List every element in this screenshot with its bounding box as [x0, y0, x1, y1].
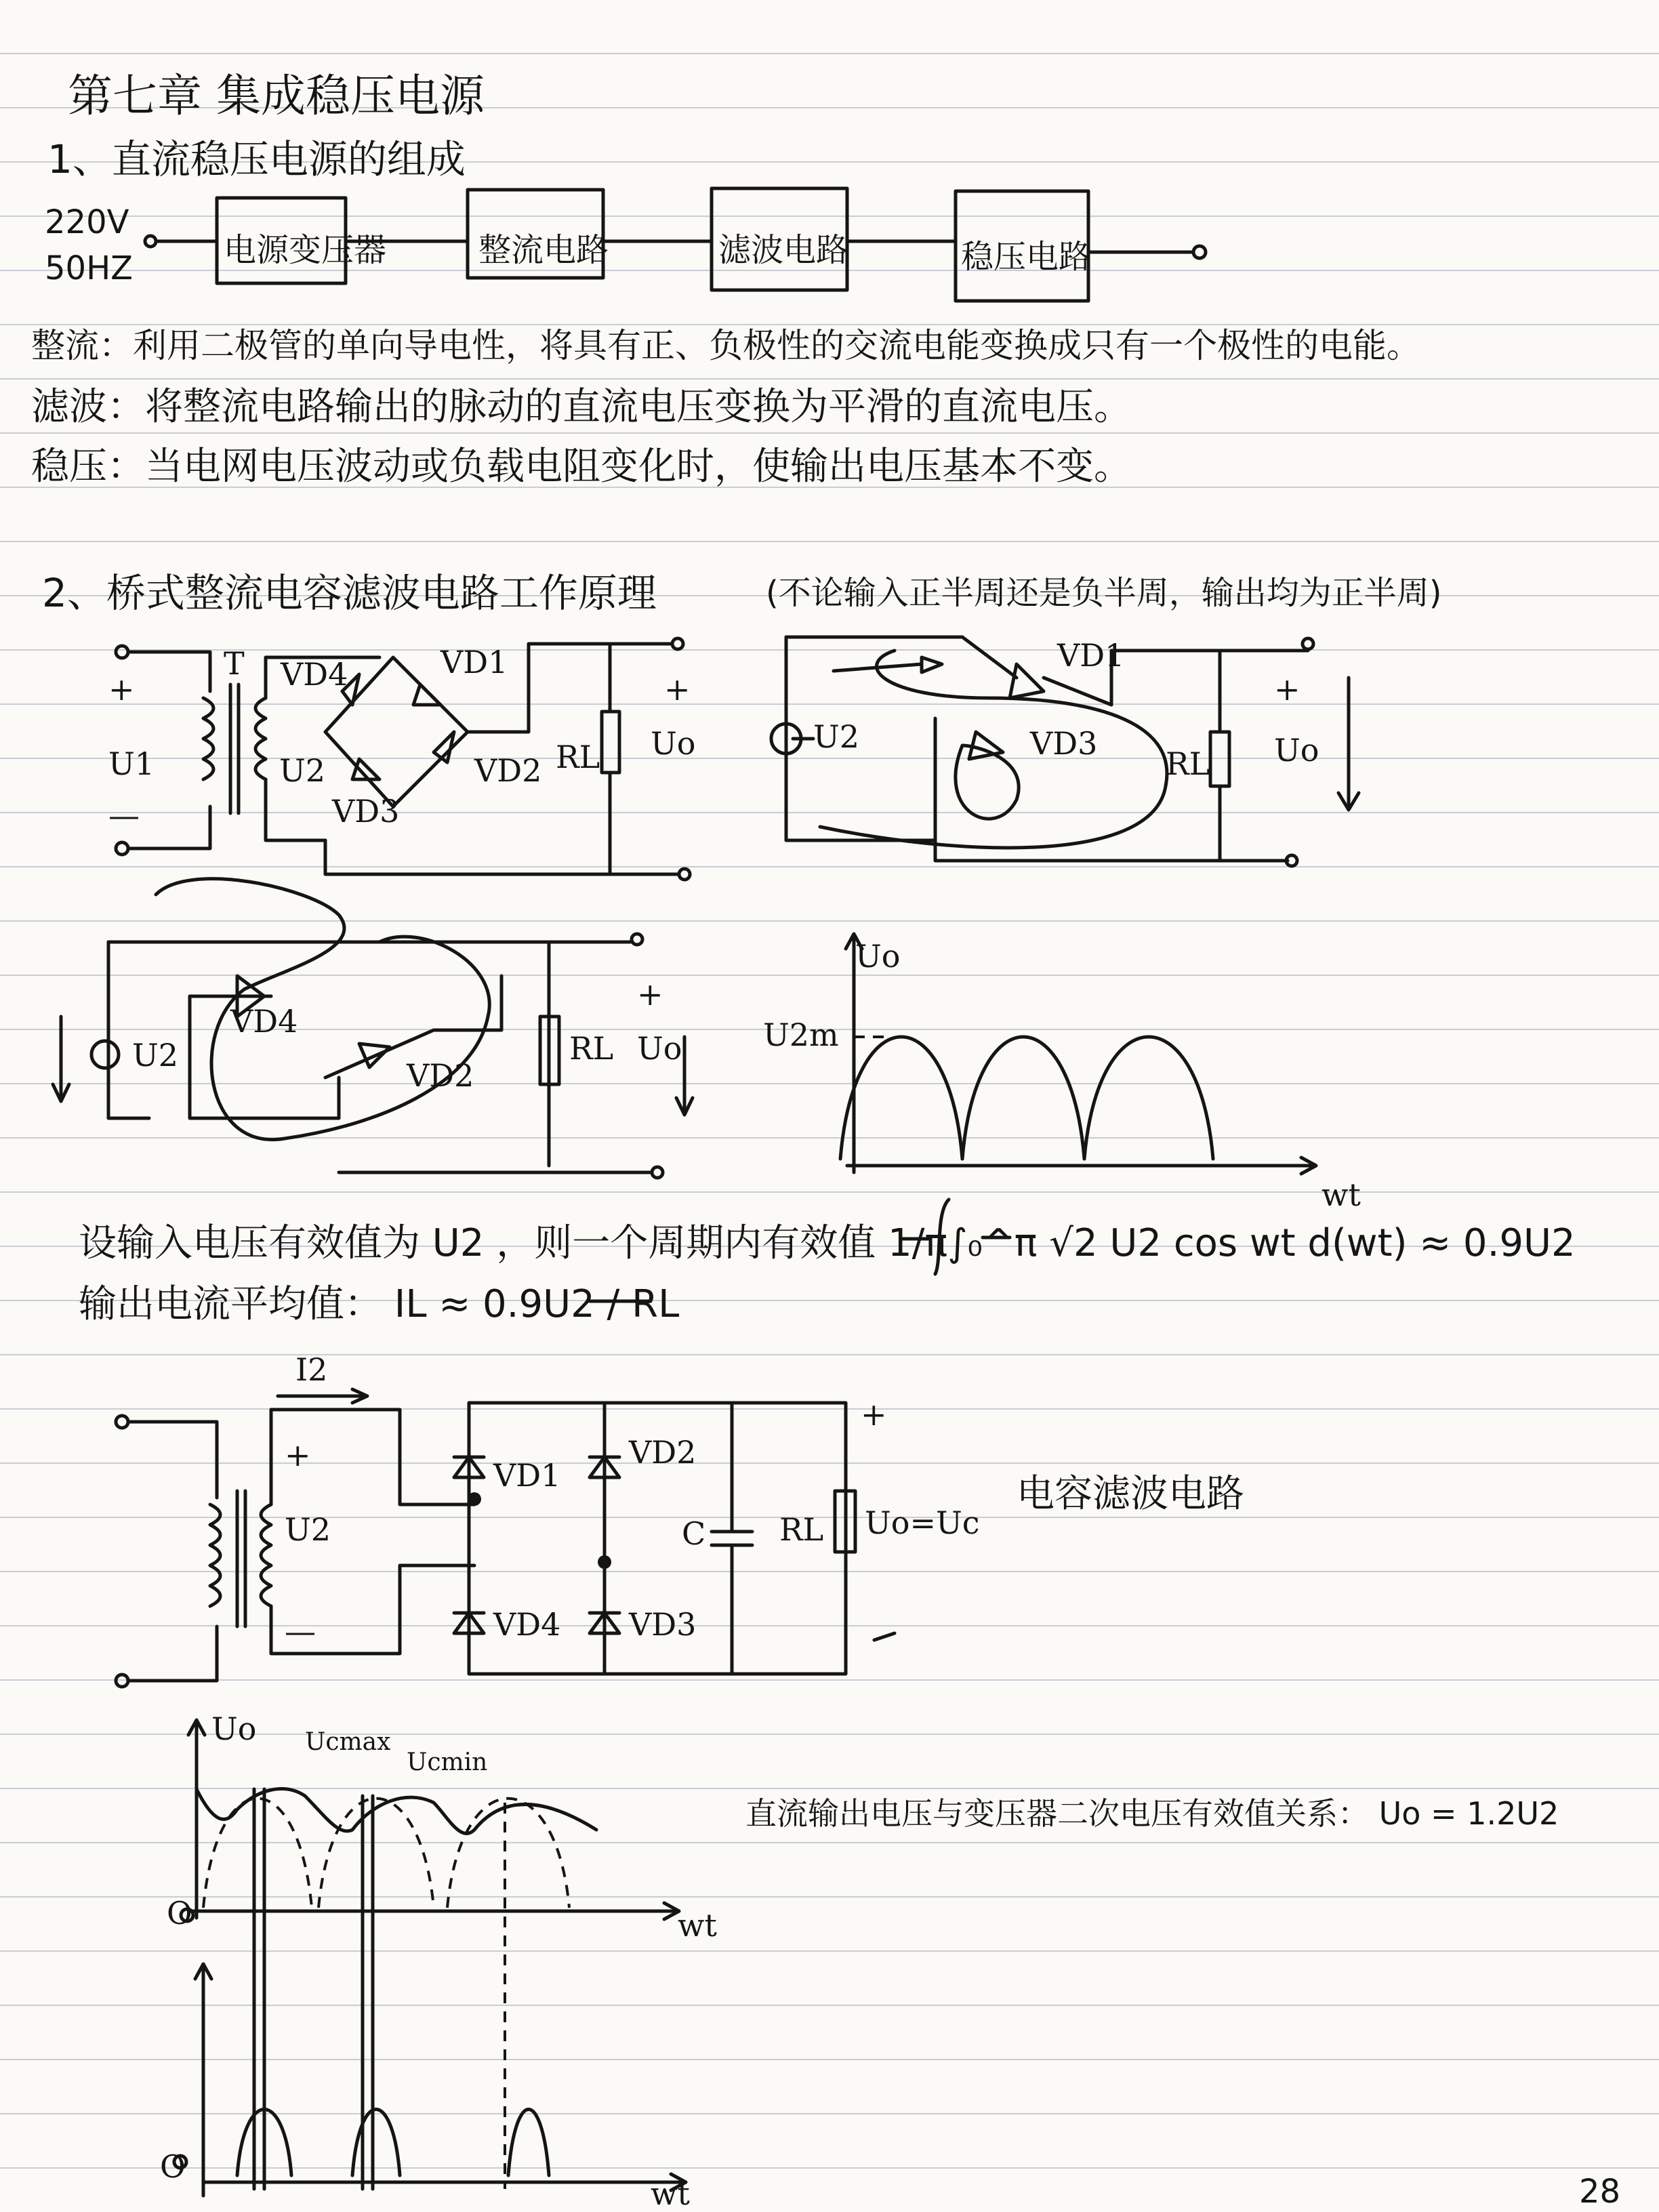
- chapter-title: 第七章 集成稳压电源: [68, 70, 485, 122]
- label-u2-a: U2: [279, 752, 326, 789]
- label-vd2-d: VD2: [629, 1434, 697, 1471]
- label-t: T: [224, 645, 245, 682]
- cap-filter-title: 电容滤波电路: [1017, 1472, 1244, 1516]
- label-u1: U1: [108, 745, 155, 782]
- label-plus-out-d: +: [861, 1396, 887, 1433]
- label-plus-d: +: [285, 1437, 311, 1473]
- label-minus-a: —: [108, 797, 140, 834]
- label-uo-b: Uo: [1274, 732, 1319, 769]
- definition-regulate: 稳压：当电网电压波动或负载电阻变化时，使输出电压基本不变。: [31, 445, 1132, 489]
- block-rectifier: 整流电路: [478, 231, 609, 269]
- label-vd3-b: VD3: [1030, 725, 1098, 762]
- label-plus-out-c: +: [637, 976, 663, 1012]
- waveform-uo-axis-label: Uo: [855, 938, 901, 975]
- relation-note: 直流输出电压与变压器二次电压有效值关系： Uo = 1.2U2: [745, 1795, 1559, 1832]
- label-c: C: [682, 1515, 706, 1552]
- label-uo-a: Uo: [651, 725, 696, 762]
- section2-heading: 2、桥式整流电容滤波电路工作原理: [42, 570, 657, 616]
- block-regulator: 稳压电路: [961, 238, 1092, 276]
- label-rl-a: RL: [556, 739, 600, 775]
- label-rl-b: RL: [1166, 745, 1210, 782]
- input-freq-label: 50HZ: [45, 249, 134, 287]
- label-u2-b: U2: [813, 718, 860, 755]
- rectified-waveform: [840, 934, 1316, 1174]
- label-vd1-d: VD1: [493, 1457, 561, 1494]
- filter-wt-label-b: wt: [651, 2175, 690, 2212]
- block-diagram: [145, 188, 1206, 301]
- label-vd2-c: VD2: [407, 1057, 474, 1094]
- label-uo-c: Uo: [637, 1030, 682, 1067]
- label-u2-d: U2: [285, 1511, 331, 1548]
- label-rl-d: RL: [779, 1511, 824, 1548]
- label-vd3-a: VD3: [332, 793, 400, 830]
- label-vd3-d: VD3: [629, 1606, 697, 1643]
- ucmax-label: Ucmax: [305, 1728, 391, 1756]
- ucmin-label: Ucmin: [407, 1748, 488, 1776]
- origin-label-b: O: [160, 2148, 186, 2185]
- section2-note: (不论输入正半周还是负半周，输出均为正半周): [766, 574, 1442, 612]
- label-vd4-d: VD4: [493, 1606, 561, 1643]
- bridge-rectifier-circuit: [116, 638, 690, 880]
- label-uo-uc: Uo=Uc: [865, 1504, 980, 1541]
- label-minus-d: —: [285, 1613, 316, 1650]
- label-u2-c: U2: [132, 1037, 179, 1073]
- label-vd4-a: VD4: [281, 656, 348, 693]
- waveform-wt-label: wt: [1322, 1176, 1361, 1213]
- filter-waveforms: [174, 1720, 686, 2196]
- formula-effective-value: 设输入电压有效值为 U2 ，则一个周期内有效值 1/π∫₀^π √2 U2 cos wt d(wt) ≈ 0.9U2: [79, 1221, 1576, 1265]
- label-plus-a: +: [108, 671, 135, 708]
- label-vd4-c: VD4: [230, 1003, 298, 1040]
- negative-half-cycle-circuit: [53, 879, 693, 1178]
- label-plus-out-b: +: [1274, 671, 1300, 708]
- label-vd1-a: VD1: [441, 644, 508, 680]
- input-voltage-label: 220V: [45, 203, 129, 241]
- page-number: 28: [1579, 2173, 1621, 2211]
- waveform-u2m-label: U2m: [763, 1017, 839, 1053]
- label-vd2-a: VD2: [474, 752, 542, 789]
- origin-label-a: O: [167, 1895, 192, 1931]
- formula-load-current: 输出电流平均值： IL ≈ 0.9U2 / RL: [79, 1282, 680, 1326]
- section1-heading: 1、直流稳压电源的组成: [47, 136, 466, 182]
- block-transformer: 电源变压器: [224, 231, 387, 269]
- label-rl-c: RL: [569, 1030, 614, 1067]
- filter-uo-axis-label: Uo: [211, 1711, 257, 1747]
- filter-wt-label-a: wt: [678, 1907, 717, 1944]
- label-plus-out-a: +: [664, 671, 691, 708]
- label-vd1-b: VD1: [1057, 637, 1125, 674]
- block-filter: 滤波电路: [718, 231, 849, 269]
- label-i2: I2: [295, 1351, 328, 1388]
- definition-filter: 滤波：将整流电路输出的脉动的直流电压变换为平滑的直流电压。: [31, 385, 1132, 429]
- definition-rectify: 整流：利用二极管的单向导电性，将具有正、负极性的交流电能变换成只有一个极性的电能。: [31, 326, 1420, 365]
